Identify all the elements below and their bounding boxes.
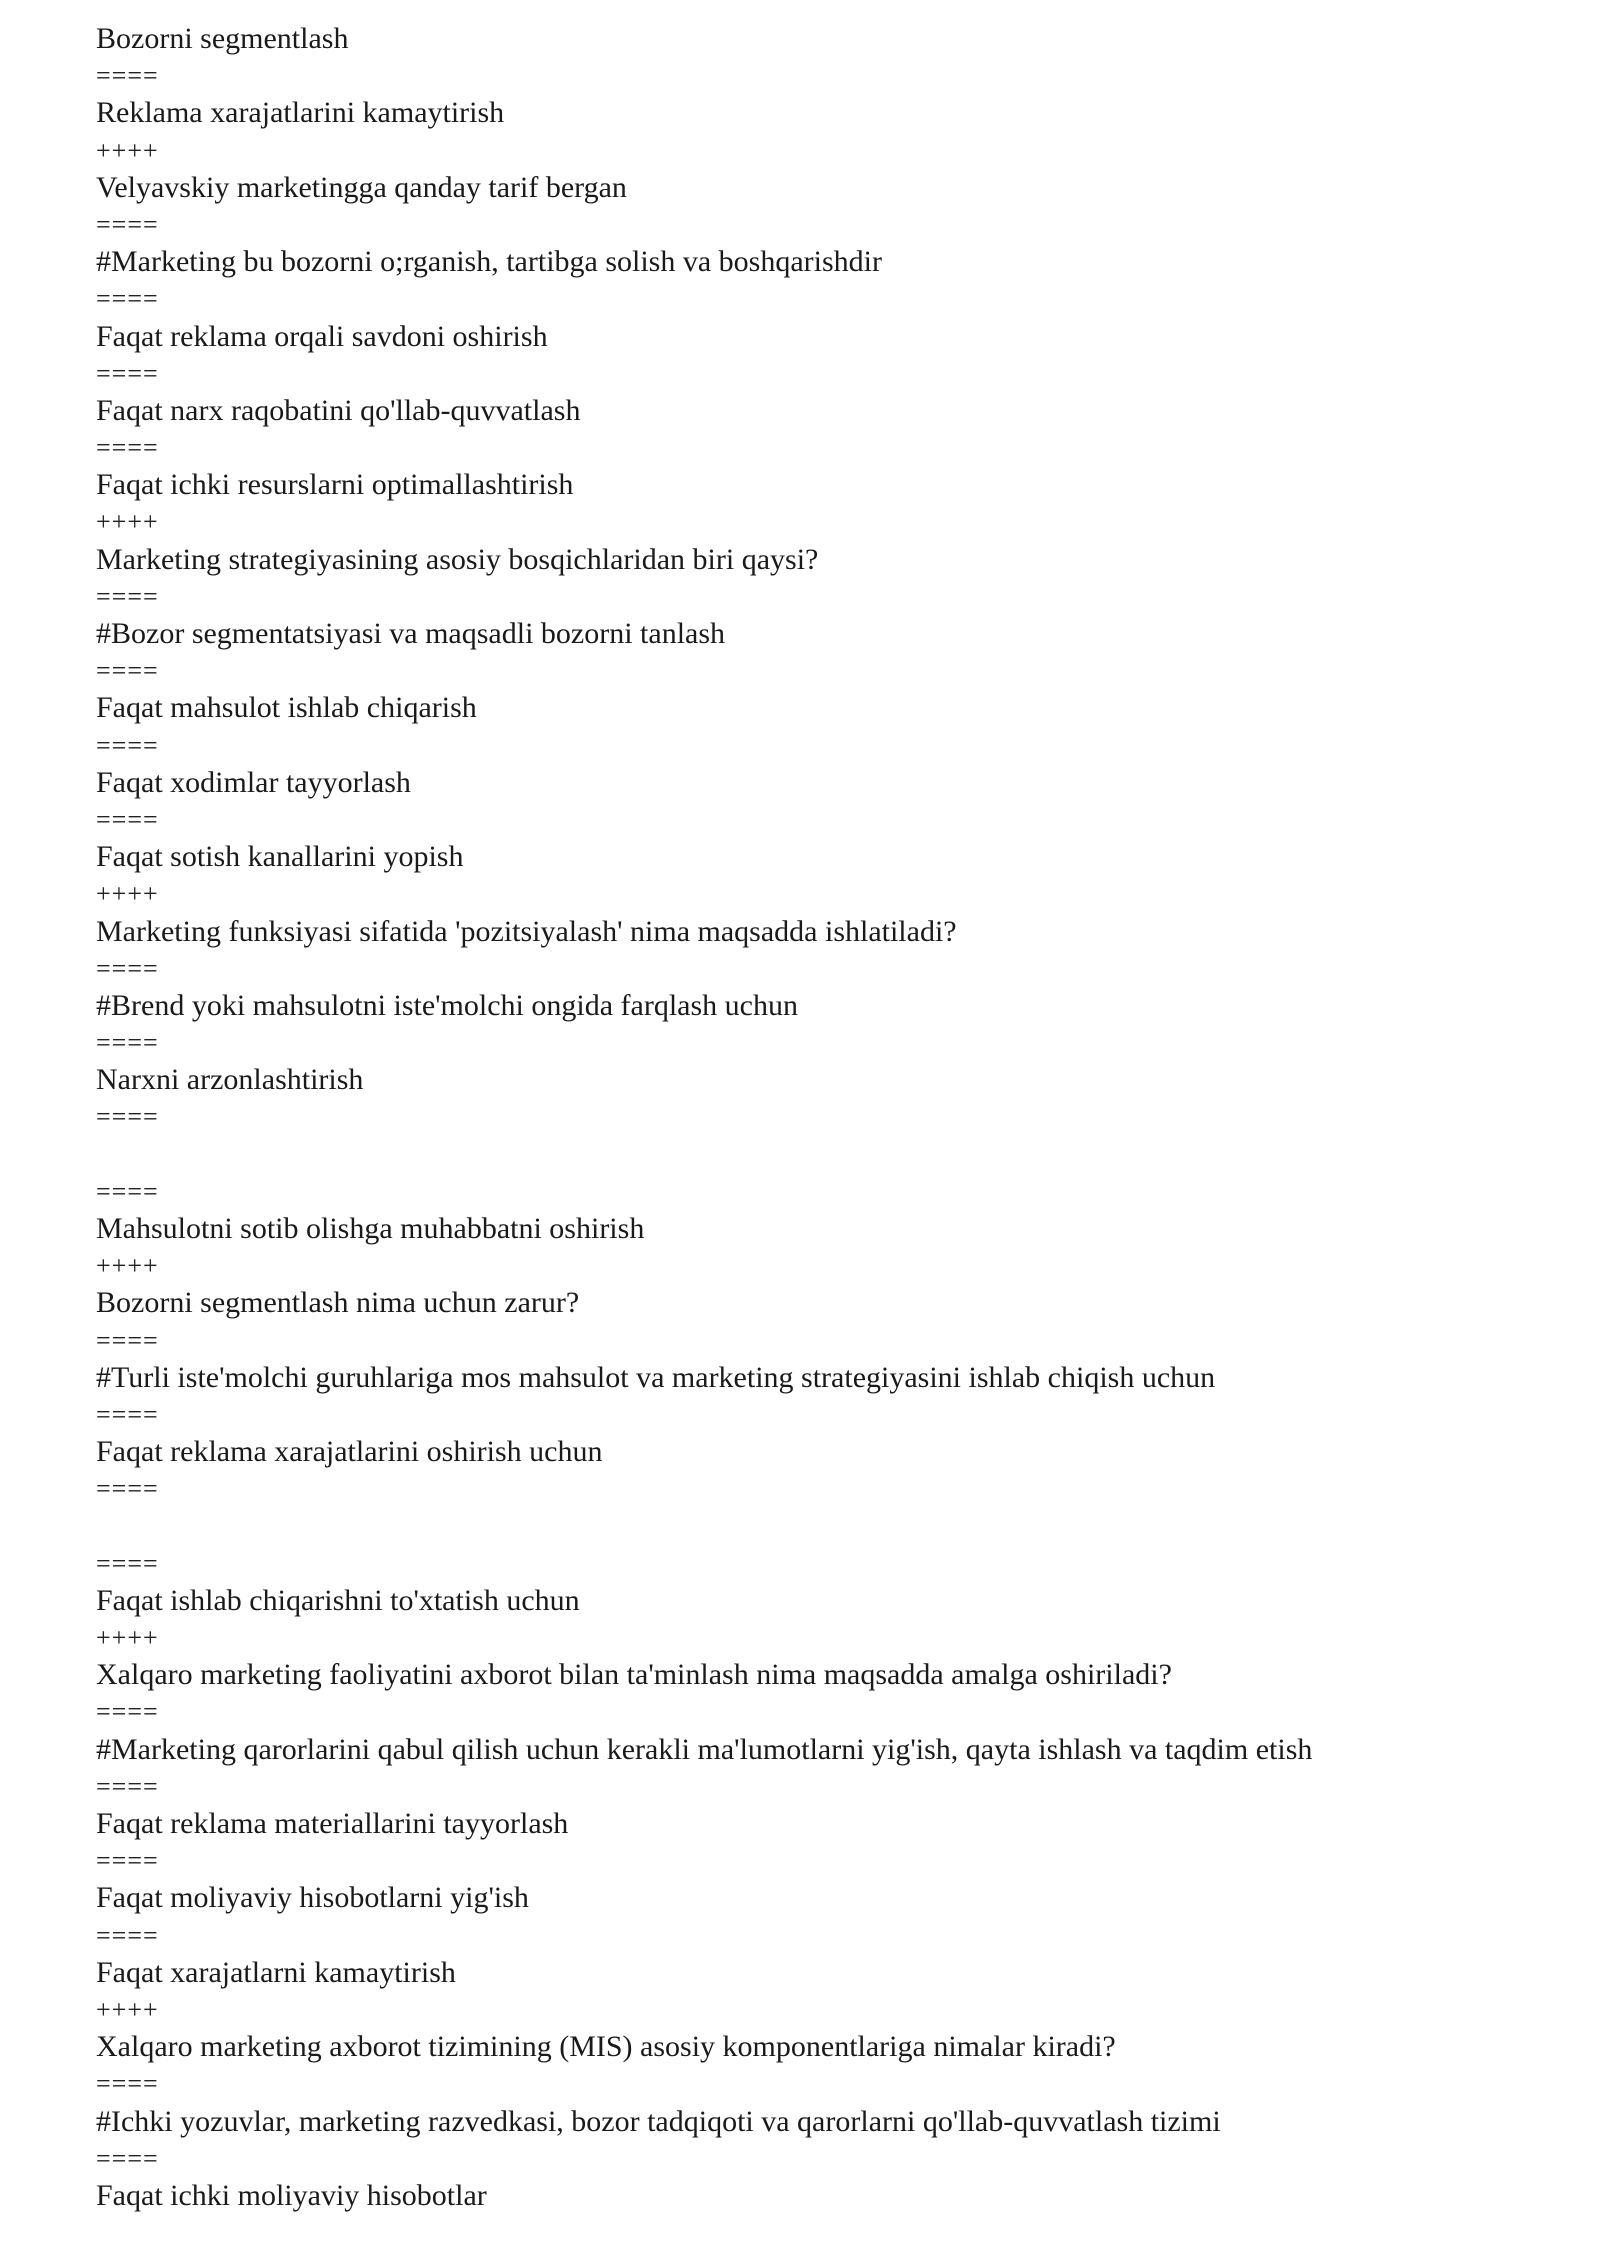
question-separator: ++++ — [96, 1251, 159, 1281]
option-separator: ==== — [96, 358, 159, 388]
text-line: Faqat xodimlar tayyorlash — [96, 765, 411, 799]
option-separator: ==== — [96, 433, 159, 463]
blank-line — [96, 1136, 1536, 1173]
text-line: #Turli iste'molchi guruhlariga mos mahsulot va marketing strategiyasini ishlab chiqish uchun — [96, 1360, 1216, 1394]
question-separator: ++++ — [96, 135, 159, 165]
option-separator: ==== — [96, 1771, 159, 1801]
text-line: #Ichki yozuvlar, marketing razvedkasi, bozor tadqiqoti va qarorlarni qo'llab-quvvatlash tizimi — [96, 2104, 1221, 2138]
text-line: Faqat reklama orqali savdoni oshirish — [96, 319, 548, 353]
text-line: Xalqaro marketing axborot tizimining (MIS) asosiy komponentlariga nimalar kiradi? — [96, 2030, 1116, 2064]
option-separator: ==== — [96, 1028, 159, 1058]
text-line: Faqat xarajatlarni kamaytirish — [96, 1955, 456, 1989]
text-line: #Marketing qarorlarini qabul qilish uchun kerakli ma'lumotlarni yig'ish, qayta ishlash va taqdim etish — [96, 1732, 1313, 1766]
text-line: Reklama xarajatlarini kamaytirish — [96, 96, 505, 130]
text-line: Mahsulotni sotib olishga muhabbatni oshirish — [96, 1212, 645, 1245]
text-line: Faqat mahsulot ishlab chiqarish — [96, 691, 477, 725]
option-separator: ==== — [96, 1176, 159, 1206]
option-separator: ==== — [96, 1697, 159, 1727]
text-line: Faqat ichki resurslarni optimallashtirish — [96, 468, 574, 502]
option-separator: ==== — [96, 1846, 159, 1876]
text-line: Faqat ichki moliyaviy hisobotlar — [96, 2178, 487, 2212]
question-separator: ++++ — [96, 1623, 159, 1653]
option-separator: ==== — [96, 2143, 159, 2173]
text-line: Faqat narx raqobatini qo'llab-quvvatlash — [96, 393, 581, 427]
text-line: Faqat reklama materiallarini tayyorlash — [96, 1807, 569, 1840]
blank-line — [96, 1508, 1536, 1545]
text-line: #Bozor segmentatsiyasi va maqsadli bozorni tanlash — [96, 617, 726, 650]
option-separator: ==== — [96, 1474, 159, 1504]
text-line: #Marketing bu bozorni o;rganish, tartibga solish va boshqarishdir — [96, 245, 882, 279]
text-line: Narxni arzonlashtirish — [96, 1063, 364, 1097]
text-line: Marketing strategiyasining asosiy bosqichlaridan biri qaysi? — [96, 542, 819, 576]
text-line: Velyavskiy marketingga qanday tarif bergan — [96, 170, 627, 204]
option-separator: ==== — [96, 656, 159, 686]
text-line: Faqat reklama xarajatlarini oshirish uchun — [96, 1435, 603, 1469]
text-line: Faqat ishlab chiqarishni to'xtatish uchun — [96, 1583, 580, 1617]
document-body — [96, 20, 1536, 2214]
option-separator: ==== — [96, 804, 159, 834]
text-line: Faqat sotish kanallarini yopish — [96, 840, 464, 874]
option-separator: ==== — [96, 581, 159, 611]
question-separator: ++++ — [96, 507, 159, 537]
option-separator: ==== — [96, 1399, 159, 1429]
option-separator: ==== — [96, 1548, 159, 1578]
option-separator: ==== — [96, 284, 159, 314]
text-line: Bozorni segmentlash — [96, 22, 349, 55]
text-line: Bozorni segmentlash nima uchun zarur? — [96, 1286, 580, 1320]
option-separator: ==== — [96, 209, 159, 239]
option-separator: ==== — [96, 1920, 159, 1950]
option-separator: ==== — [96, 2069, 159, 2099]
question-separator: ++++ — [96, 879, 159, 909]
text-line: Xalqaro marketing faoliyatini axborot bilan ta'minlash nima maqsadda amalga oshiriladi? — [96, 1658, 1172, 1692]
text-line: Faqat moliyaviy hisobotlarni yig'ish — [96, 1881, 529, 1915]
option-separator: ==== — [96, 730, 159, 760]
option-separator: ==== — [96, 61, 159, 91]
text-line: Marketing funksiyasi sifatida 'pozitsiyalash' nima maqsadda ishlatiladi? — [96, 914, 957, 948]
option-separator: ==== — [96, 953, 159, 983]
text-line: #Brend yoki mahsulotni iste'molchi ongida farqlash uchun — [96, 988, 798, 1022]
option-separator: ==== — [96, 1325, 159, 1355]
option-separator: ==== — [96, 1102, 159, 1132]
question-separator: ++++ — [96, 1994, 159, 2024]
